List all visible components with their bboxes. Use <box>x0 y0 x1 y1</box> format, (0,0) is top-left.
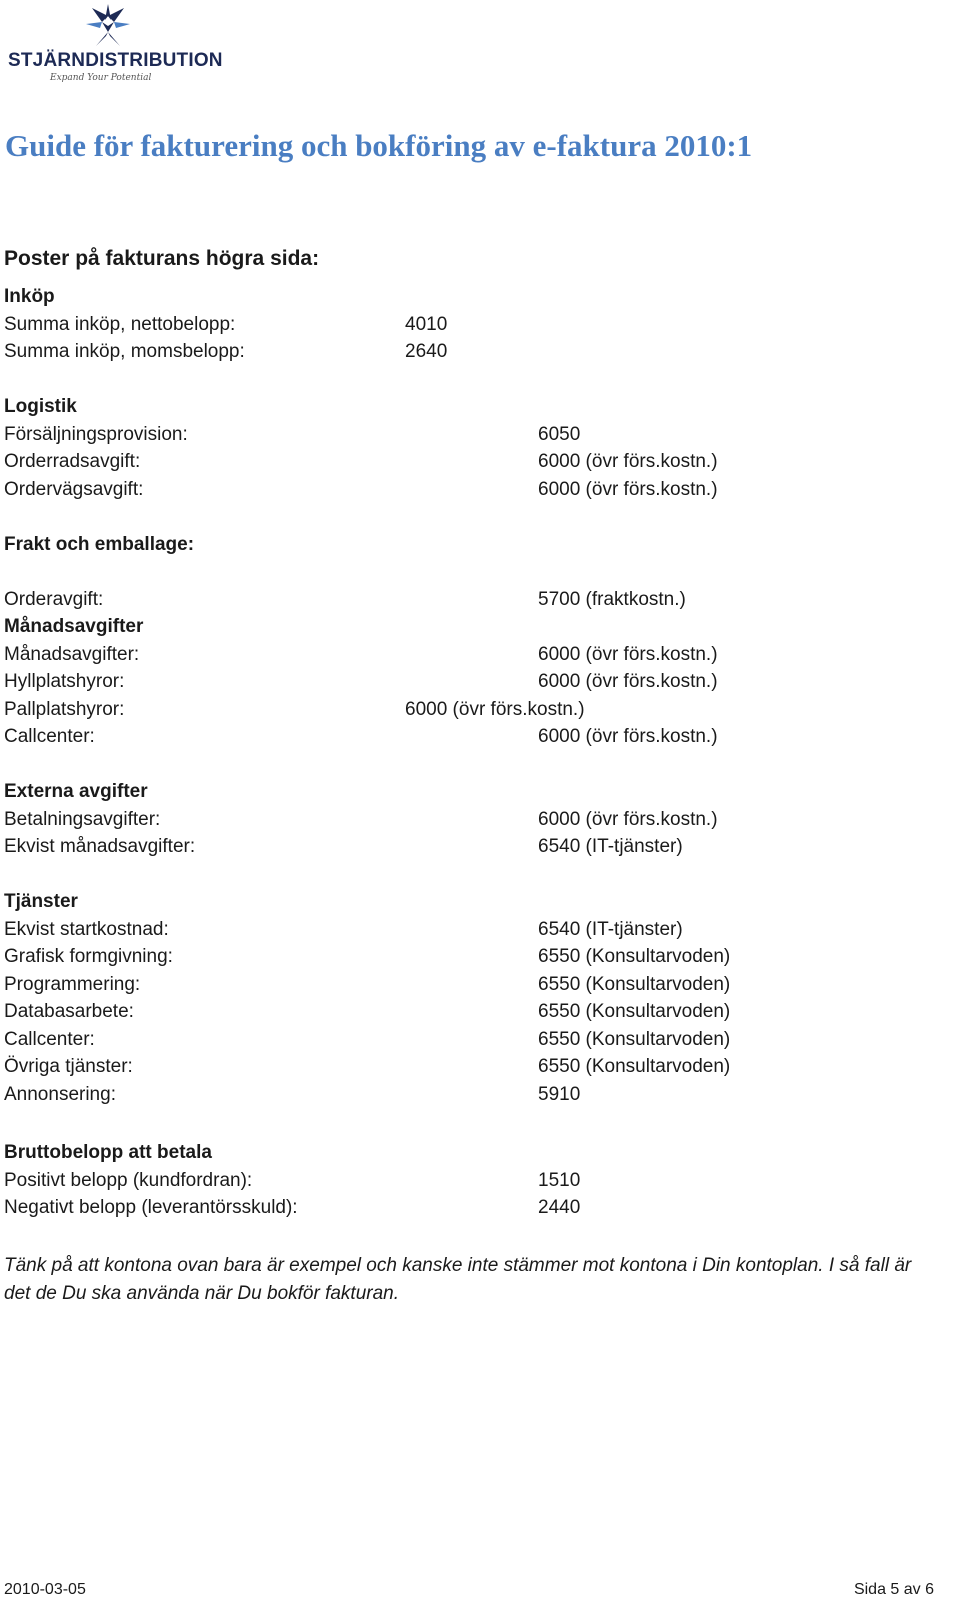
section-subtitle: Poster på fakturans högra sida: <box>4 247 320 270</box>
row-account: 5910 <box>538 1083 581 1105</box>
row-account: 5700 (fraktkostn.) <box>538 589 686 610</box>
row-label: Databasarbete: <box>4 1001 134 1022</box>
row-label: Månadsavgifter: <box>4 643 140 665</box>
row-account: 6000 (övr förs.kostn.) <box>538 478 718 500</box>
row-account: 6550 (Konsultarvoden) <box>538 946 731 967</box>
row-label: Betalningsavgifter: <box>4 808 161 830</box>
section-heading: Bruttobelopp att betala <box>4 1142 212 1163</box>
account-row <box>0 314 960 342</box>
row-account: 6550 (Konsultarvoden) <box>538 973 731 995</box>
row-account: 6000 (övr förs.kostn.) <box>405 698 585 720</box>
account-row <box>0 974 960 1002</box>
row-account: 4010 <box>405 313 448 335</box>
row-label: Pallplatshyror: <box>4 698 125 720</box>
row-account: 6000 (övr förs.kostn.) <box>538 451 718 472</box>
section-heading: Externa avgifter <box>4 781 148 802</box>
row-account: 6050 <box>538 423 581 445</box>
account-row <box>0 1001 960 1029</box>
account-row <box>0 341 960 369</box>
row-label: Grafisk formgivning: <box>4 946 173 967</box>
row-label: Negativt belopp (leverantörsskuld): <box>4 1197 298 1218</box>
logo-wordmark: STJÄRNDISTRIBUTION <box>8 50 223 71</box>
account-row <box>0 946 960 974</box>
row-account: 2440 <box>538 1197 581 1218</box>
account-row <box>0 1084 960 1112</box>
footer-date: 2010-03-05 <box>4 1581 86 1598</box>
account-row <box>0 1056 960 1084</box>
account-row <box>0 919 960 947</box>
account-row <box>0 451 960 479</box>
row-account: 2640 <box>405 341 448 362</box>
section-heading: Inköp <box>4 286 55 307</box>
account-row <box>0 836 960 864</box>
row-label: Ekvist månadsavgifter: <box>4 836 196 857</box>
row-label: Hyllplatshyror: <box>4 671 125 692</box>
account-row <box>0 1029 960 1057</box>
row-account: 1510 <box>538 1169 581 1191</box>
row-label: Callcenter: <box>4 1028 95 1050</box>
row-label: Callcenter: <box>4 726 95 747</box>
row-account: 6000 (övr förs.kostn.) <box>538 671 718 692</box>
account-row <box>0 699 960 727</box>
row-account: 6540 (IT-tjänster) <box>538 918 683 940</box>
document-title: Guide för fakturering och bokföring av e-faktura 2010:1 <box>5 128 753 163</box>
row-label: Programmering: <box>4 973 141 995</box>
row-label: Försäljningsprovision: <box>4 423 188 445</box>
row-label: Positivt belopp (kundfordran): <box>4 1169 253 1191</box>
account-row <box>0 479 960 507</box>
row-label: Ekvist startkostnad: <box>4 918 169 940</box>
row-account: 6550 (Konsultarvoden) <box>538 1001 731 1022</box>
row-account: 6550 (Konsultarvoden) <box>538 1028 731 1050</box>
row-account: 6000 (övr förs.kostn.) <box>538 726 718 747</box>
account-row <box>0 671 960 699</box>
company-logo <box>8 0 223 90</box>
section-heading: Frakt och emballage: <box>4 534 195 555</box>
row-label: Övriga tjänster: <box>4 1056 133 1077</box>
star-logo-icon <box>80 2 136 50</box>
account-row <box>0 809 960 837</box>
footer-page-number: Sida 5 av 6 <box>853 1581 934 1598</box>
row-label: Summa inköp, nettobelopp: <box>4 313 236 335</box>
account-row <box>0 589 960 617</box>
account-row <box>0 1197 960 1225</box>
row-account: 6000 (övr förs.kostn.) <box>538 808 718 830</box>
section-heading: Logistik <box>4 396 77 417</box>
account-row <box>0 644 960 672</box>
row-account: 6550 (Konsultarvoden) <box>538 1056 731 1077</box>
logo-tagline: Expand Your Potential <box>50 73 152 83</box>
disclaimer-note: Tänk på att kontona ovan bara är exempel och kanske inte stämmer mot kontona i Din kontoplan. I så fall är det de Du ska använda när Du bokför fakturan. <box>4 1255 912 1304</box>
account-row <box>0 726 960 754</box>
account-row <box>0 1170 960 1198</box>
row-label: Orderavgift: <box>4 589 104 610</box>
row-label: Annonsering: <box>4 1083 116 1105</box>
section-heading: Tjänster <box>4 891 78 912</box>
account-row <box>0 424 960 452</box>
row-account: 6000 (övr förs.kostn.) <box>538 643 718 665</box>
row-label: Orderradsavgift: <box>4 451 141 472</box>
row-label: Summa inköp, momsbelopp: <box>4 341 245 362</box>
row-label: Ordervägsavgift: <box>4 478 144 500</box>
section-heading: Månadsavgifter <box>4 616 144 637</box>
row-account: 6540 (IT-tjänster) <box>538 836 683 857</box>
